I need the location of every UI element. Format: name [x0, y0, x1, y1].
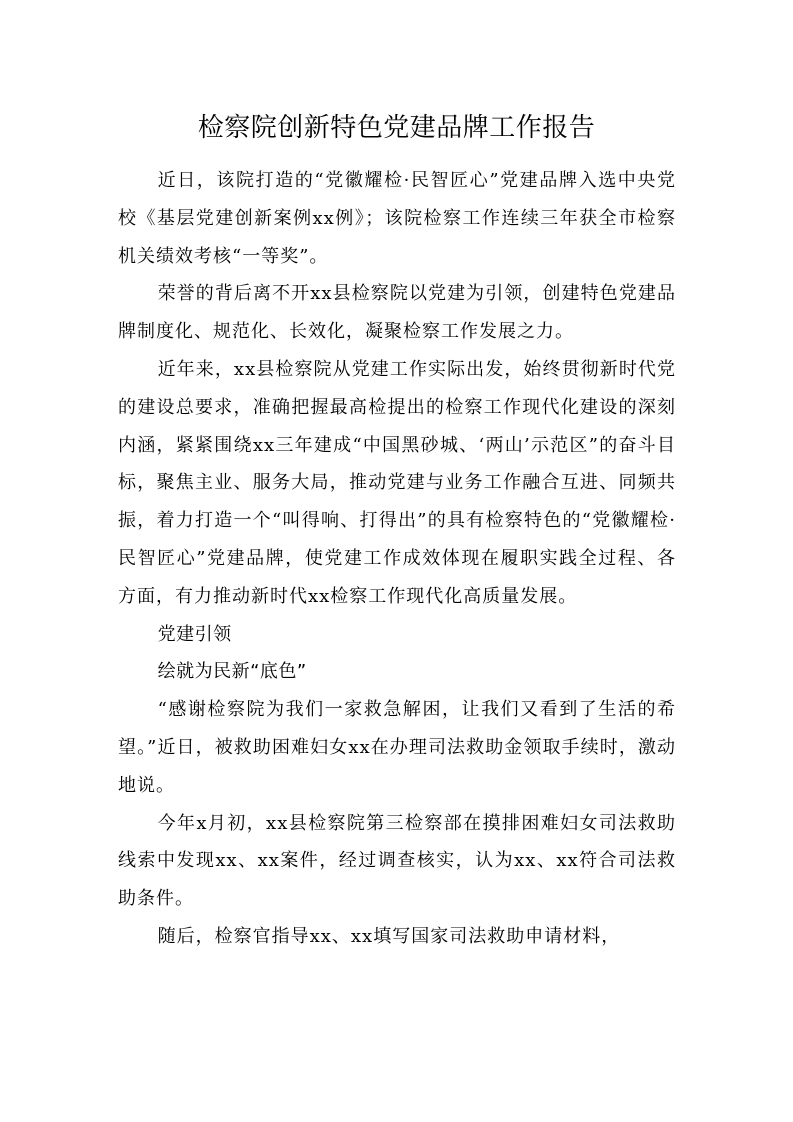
document-body — [118, 162, 676, 956]
document-title: 检察院创新特色党建品牌工作报告 — [197, 113, 596, 143]
paragraph-6: 随后，检察官指导xx、xx填写国家司法救助申请材料， — [157, 925, 621, 947]
paragraph-2: 荣誉的背后离不开xx县检察院以党建为引领，创建特色党建品牌制度化、规范化、长效化，凝聚检察工作发展之力。 — [118, 283, 676, 343]
section-heading-party-building: 党建引领 — [157, 623, 232, 645]
paragraph-3: 近年来，xx县检察院从党建工作实际出发，始终贯彻新时代党的建设总要求，准确把握最高检提出的检察工作现代化建设的深刻内涵，紧紧围绕xx三年建成“中国黑砂城、‘两山’示范区”的奋斗目标，聚焦主业、服务大局，推动党建与业务工作融合互进、同频共振，着力打造一个“叫得响、打得出”的具有检察特色的“党徽耀检·民智匠心”党建品牌，使党建工作成效体现在履职实践全过程、各方面，有力推动新时代xx检察工作现代化高质量发展。 — [118, 358, 676, 607]
paragraph-1: 近日，该院打造的“党徽耀检·民智匠心”党建品牌入选中央党校《基层党建创新案例xx例》；该院检察工作连续三年获全市检察机关绩效考核“一等奖”。 — [118, 170, 676, 267]
section-heading-people-color: 绘就为民新“底色” — [157, 661, 307, 683]
paragraph-4: “感谢检察院为我们一家救急解困，让我们又看到了生活的希望。”近日，被救助困难妇女xx在办理司法救助金领取手续时，激动地说。 — [118, 699, 676, 796]
paragraph-5: 今年x月初，xx县检察院第三检察部在摸排困难妇女司法救助线索中发现xx、xx案件，经过调查核实，认为xx、xx符合司法救助条件。 — [118, 812, 676, 910]
